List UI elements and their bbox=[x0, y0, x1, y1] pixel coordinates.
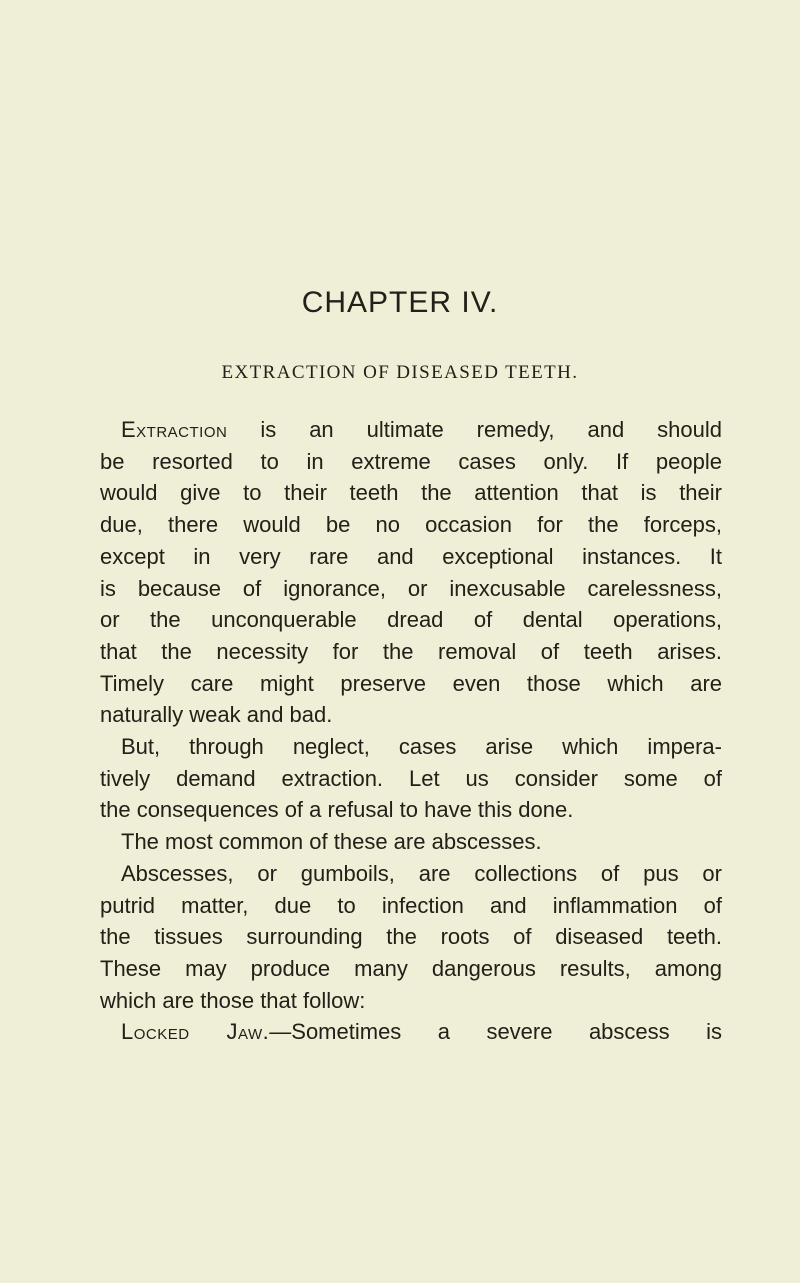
text-line: would give to their teeth the attention that is their bbox=[100, 480, 722, 506]
line-text: is an ultimate remedy, and should bbox=[227, 417, 722, 442]
text-line: the consequences of a refusal to have this done. bbox=[100, 797, 574, 823]
text-line: putrid matter, due to infection and inflammation of bbox=[100, 892, 722, 918]
section-title: EXTRACTION OF DISEASED TEETH. bbox=[221, 362, 579, 383]
text-line: or the unconquerable dread of dental operations, bbox=[100, 607, 722, 633]
text-line: Abscesses, or gumboils, are collections of pus or bbox=[121, 860, 722, 886]
text-line: tively demand extraction. Let us consider some of bbox=[100, 765, 722, 791]
lead-word: Extraction bbox=[121, 417, 228, 442]
text-line: which are those that follow: bbox=[100, 987, 366, 1013]
text-line: But, through neglect, cases arise which impera- bbox=[121, 734, 722, 760]
body-text bbox=[100, 414, 722, 1048]
text-line: naturally weak and bad. bbox=[100, 702, 333, 728]
text-line: be resorted to in extreme cases only. If people bbox=[100, 448, 722, 474]
text-line: that the necessity for the removal of teeth arises. bbox=[100, 638, 722, 664]
text-line: the tissues surrounding the roots of diseased teeth. bbox=[100, 924, 722, 950]
text-line: Timely care might preserve even those which are bbox=[100, 670, 722, 696]
text-line: The most common of these are abscesses. bbox=[121, 829, 542, 855]
text-line bbox=[100, 1016, 722, 1048]
lead-word: Locked Jaw. bbox=[121, 1019, 270, 1045]
text-line bbox=[100, 414, 722, 446]
text-line: due, there would be no occasion for the forceps, bbox=[100, 512, 722, 538]
text-line: except in very rare and exceptional instances. It bbox=[100, 543, 722, 569]
text-line: is because of ignorance, or inexcusable carelessness, bbox=[100, 575, 722, 601]
line-text: —Sometimes a severe abscess is bbox=[269, 1019, 722, 1045]
text-line: These may produce many dangerous results, among bbox=[100, 955, 722, 981]
chapter-title: CHAPTER IV. bbox=[301, 286, 499, 319]
